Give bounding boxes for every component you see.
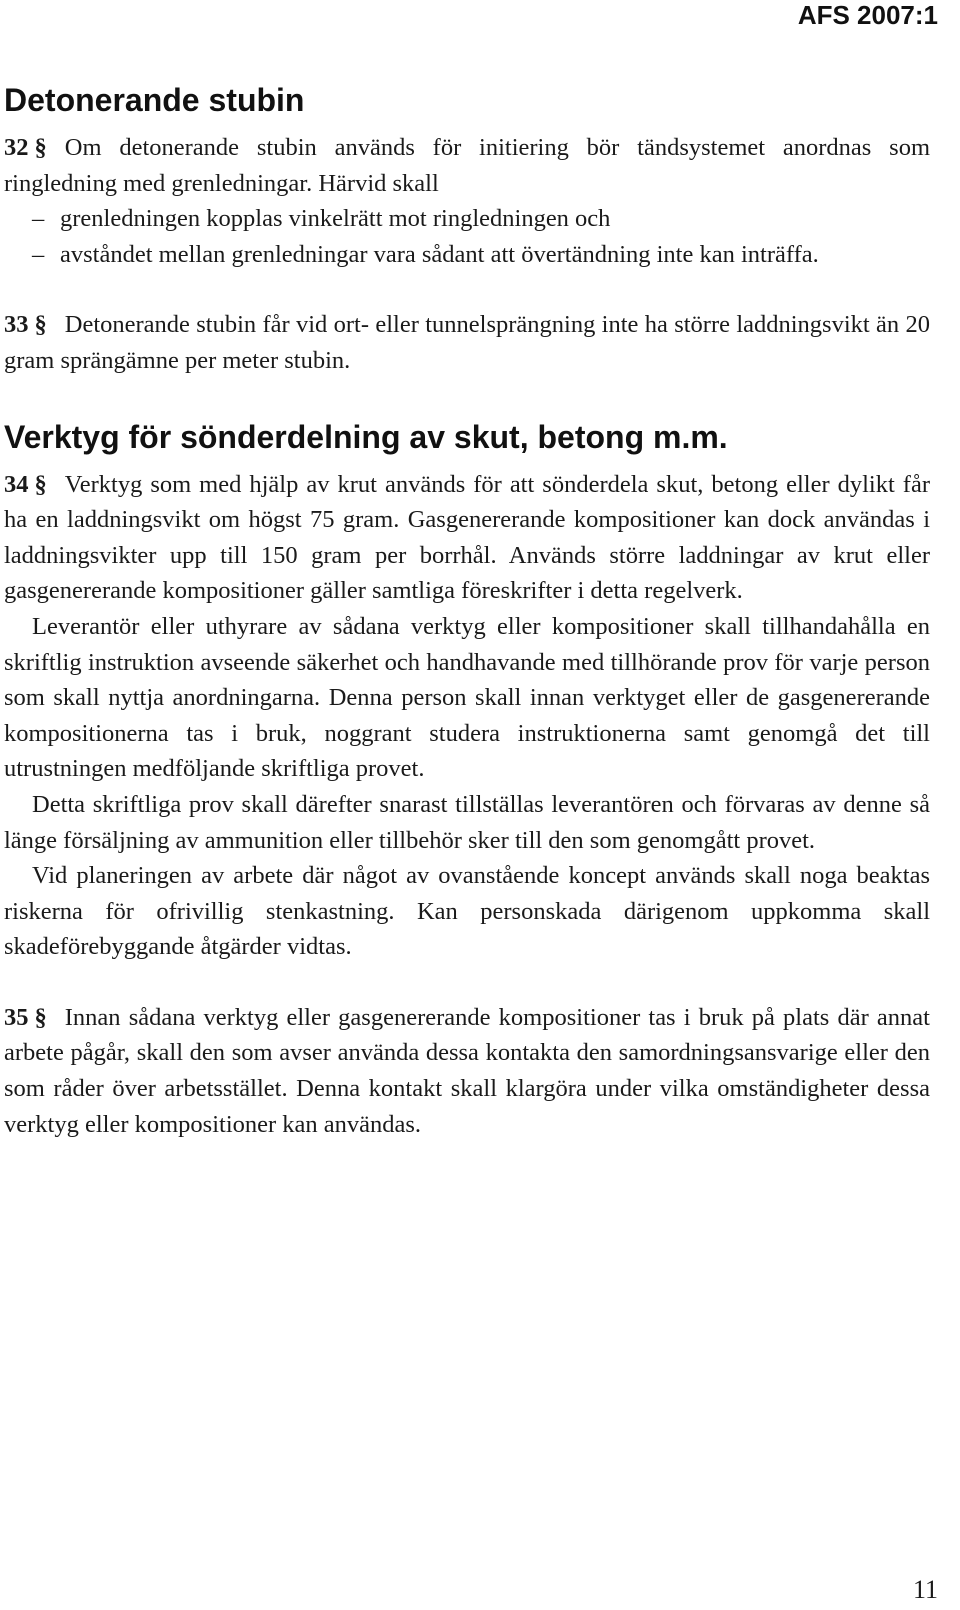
section-sign: § (34, 470, 47, 498)
paragraph-text: Verktyg som med hjälp av krut används för att sönderdela skut, betong eller dylikt får ha en laddningsvikt om högst 75 gram. Gasgenererande kompositioner kan dock användas i laddningsvikter upp till 150 gram per borrhål. Används större laddningar av krut eller gasgenererande kompositioner gäller samtliga föreskrifter i detta regelverk. (4, 470, 930, 605)
paragraph-32 (4, 130, 930, 272)
section-heading-verktyg: Verktyg för sönderdelning av skut, betong m.m. (4, 418, 728, 455)
paragraph-34 (4, 467, 930, 965)
paragraph-number: 35 (4, 1003, 29, 1031)
list-item (4, 237, 930, 273)
section-heading-detonerande-stubin: Detonerande stubin (4, 82, 305, 118)
paragraph-text: Innan sådana verktyg eller gasgenererande kompositioner tas i bruk på plats där annat arbete pågår, skall den som avser använda dessa kontakta den samordningsansvarige eller den som råder över arbetsstället. Denna kontakt skall klargöra under vilka omständigheter dessa verktyg eller kompositioner kan användas. (4, 1003, 930, 1138)
paragraph-number: 34 (4, 470, 29, 498)
paragraph-34-planning: Vid planeringen av arbete där något av ovanstående koncept används skall noga beaktas riskerna för ofrivillig stenkastning. Kan personskada därigenom uppkomma skall skadeförebyggande åtgärder vidtas. (4, 862, 930, 961)
dash-marker: – (32, 205, 45, 233)
dash-marker: – (32, 240, 45, 268)
section-sign: § (34, 134, 47, 161)
paragraph-text: Detonerande stubin får vid ort- eller tunnelsprängning inte ha större laddningsvikt än 20 gram sprängämne per meter stubin. (4, 311, 930, 374)
requirements-list (4, 201, 930, 272)
paragraph-34-test: Detta skriftliga prov skall därefter snarast tillställas leverantören och förvaras av denne så länge försäljning av ammunition eller tillbehör sker till den som genomgått provet. (4, 790, 930, 854)
paragraph-34-main (4, 467, 930, 609)
paragraph-32-intro (4, 130, 930, 201)
list-item-text: grenledningen kopplas vinkelrätt mot ringledningen och (60, 205, 611, 233)
paragraph-33 (4, 307, 930, 378)
document-id: AFS 2007:1 (797, 0, 938, 30)
paragraph-text: Om detonerande stubin används för initiering bör tändsystemet anordnas som ringledning med grenledningar. Härvid skall (4, 134, 930, 197)
list-item-text: avståndet mellan grenledningar vara sådant att övertändning inte kan inträffa. (60, 240, 819, 268)
page-number: 11 (912, 1575, 938, 1604)
section-sign: § (34, 1003, 47, 1031)
page-content (4, 70, 930, 1142)
section-sign: § (34, 311, 47, 339)
paragraph-number: 32 (4, 134, 29, 161)
paragraph-34-supplier: Leverantör eller uthyrare av sådana verktyg eller kompositioner skall tillhandahålla en skriftlig instruktion avseende säkerhet och handhavande med tillhörande prov för varje person som skall nyttja anordningarna. Denna person skall innan verktyget eller de gasgenererande kompositionerna tas i bruk, noggrant studera instruktionerna samt genomgå det till utrustningen medföljande skriftliga provet. (4, 612, 930, 783)
list-item (4, 201, 930, 237)
paragraph-number: 33 (4, 311, 29, 339)
paragraph-35 (4, 1000, 930, 1142)
